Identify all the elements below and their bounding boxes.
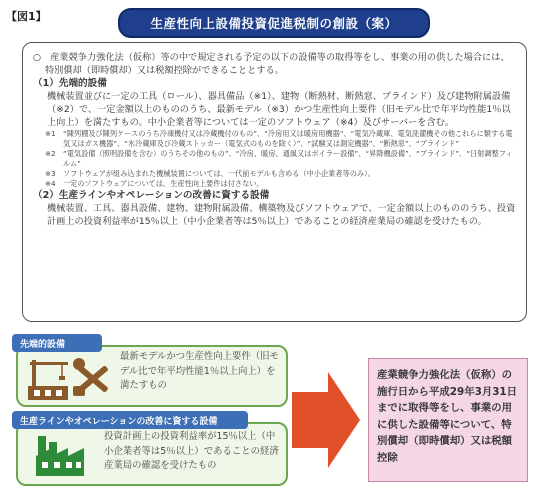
note-text: ソフトウェアが組み込まれた機械装置については、一代前モデルも含める（中小企業者等のみ）。: [63, 169, 375, 178]
note-item: [33, 179, 518, 189]
section2-heading: （2）生産ラインやオペレーションの改善に資する設備: [33, 190, 270, 201]
note-item: [33, 149, 518, 169]
figure-label: 【図1】: [6, 10, 47, 23]
box1-text: 最新モデルかつ生産性向上要件（旧モデル比で年平均性能1％以上向上）を満たすもの: [120, 351, 279, 391]
note-mark: ※2: [45, 149, 56, 158]
note-text: “電気設備（照明設備を含む）のうちその他のもの”、“冷房、暖房、通風又はボイラー設備”、“昇降機設備”、“ブラインド”、“日射調整フィルム”: [63, 149, 513, 168]
tools-icon: [73, 358, 109, 396]
box1-icons: [26, 356, 116, 402]
note-text: “陳列棚及び陳列ケースのうち冷凍機付又は冷蔵機付のもの”、“冷房用又は暖房用機器”、“電気冷蔵庫、電気洗濯機その他これらに類する電気又はガス機器”、“氷冷蔵庫及び冷蔵ストッカー（電気式のものを除く）”、“試験又は測定機器”、“断熱窓”、“ブラインド”: [63, 129, 513, 148]
right-arrow-icon: [292, 370, 362, 470]
crane-icon: [28, 360, 68, 400]
factory-icon: [36, 436, 84, 476]
box2-icons: [34, 434, 90, 478]
note-item: [33, 169, 518, 179]
box2-text: 投資計画上の投資利益率が15％以上（中小企業者等は5％以上）であることの経済産業局の確認を受けたもの: [104, 431, 279, 471]
note-text: 一定のソフトウェアについては、生産性向上要件は付さない。: [63, 179, 264, 188]
note-mark: ※4: [45, 179, 56, 188]
section1-body: 機械装置並びに一定の工具（ロール）、器具備品（※1）、建物（断熱材、断熱窓、ブラインド）及び建物附属設備（※2）で、一定金額以上のもののうち、最新モデル（※3）かつ生産性向上要件（旧モデル比で年平均性能1％以上向上）を満たすもの。中小企業者等については一定のソフトウェア（※4）及びサーバーを含む。: [47, 91, 511, 128]
intro-text: ○ 産業競争力強化法（仮称）等の中で規定される予定の以下の設備等の取得等をし、事業の用の供した場合には、特別償却（即時償却）又は税額控除ができることとする。: [33, 52, 510, 76]
note-mark: ※3: [45, 169, 56, 178]
page-title: 生産性向上設備投資促進税制の創設（案）: [118, 8, 430, 38]
advanced-equipment-badge: 先端的設備: [12, 334, 102, 352]
section2-body: 機械装置、工具、器具設備、建物、建物附属設備、構築物及びソフトウェアで、一定金額以上のもののうち、投資計画上の投資利益率が15％以上（中小企業者等は5％以上）であることの経済産業局の確認を受けたもの。: [47, 203, 516, 227]
result-box: 産業競争力強化法（仮称）の施行日から平成29年3月31日までに取得等をし、事業の用に供した設備等について、特別償却（即時償却）又は税額控除: [368, 358, 528, 482]
note-mark: ※1: [45, 129, 56, 138]
main-content-box: [22, 42, 527, 322]
note-item: [33, 129, 518, 149]
production-line-badge: 生産ラインやオペレーションの改善に資する設備: [12, 411, 248, 429]
section1-heading: （1）先端的設備: [33, 78, 107, 89]
